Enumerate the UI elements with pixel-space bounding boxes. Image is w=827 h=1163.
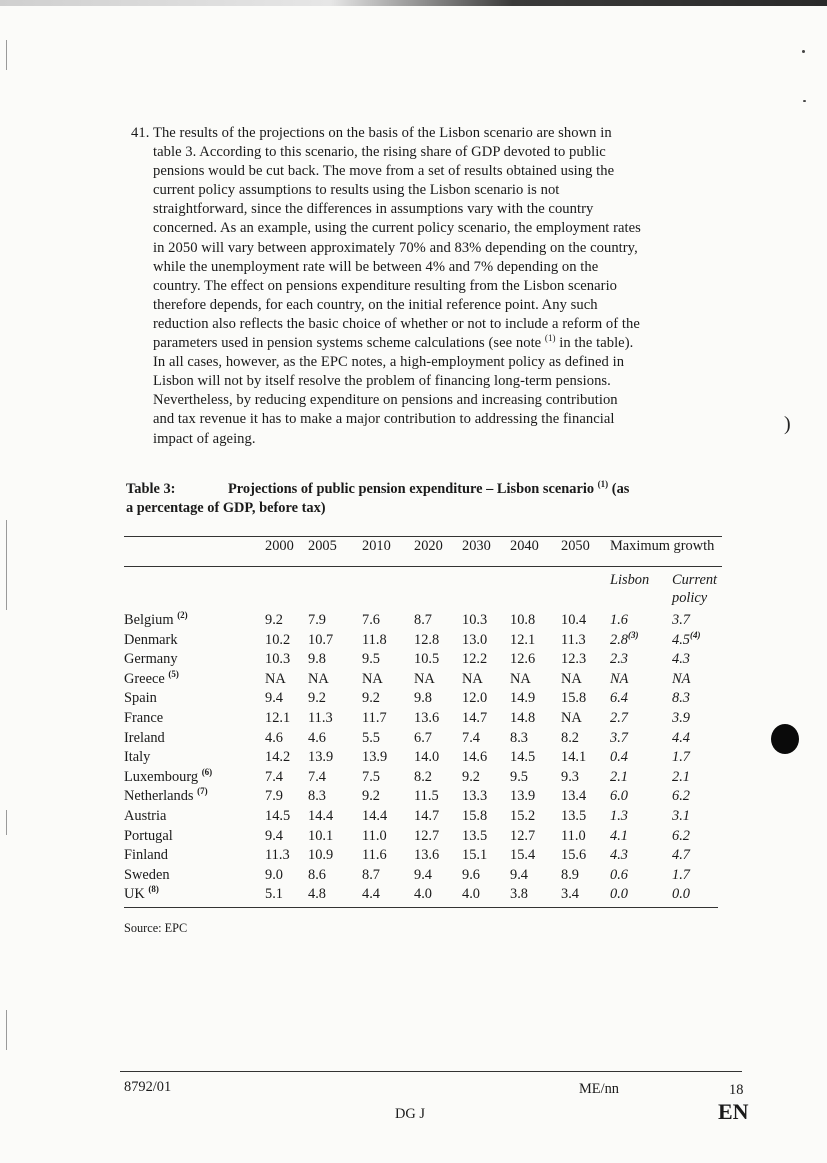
value-cell: 13.0 xyxy=(462,631,488,648)
value-cell: 8.2 xyxy=(414,768,432,785)
header-year: 2050 xyxy=(561,538,590,554)
table-subtitle: a percentage of GDP, before tax) xyxy=(126,500,326,516)
footer-language: EN xyxy=(718,1099,749,1124)
table-top-rule xyxy=(124,536,722,537)
country-cell xyxy=(124,651,244,671)
value-cell: 11.3 xyxy=(561,631,586,648)
current-policy-cell xyxy=(672,867,735,887)
spacer-cell xyxy=(244,730,265,750)
value-cell: 14.4 xyxy=(362,807,388,824)
spacer-cell xyxy=(244,690,265,710)
value-cell: 8.6 xyxy=(308,866,326,883)
value-cell: 4.6 xyxy=(265,729,283,746)
paragraph-line: impact of ageing. xyxy=(153,430,256,447)
paragraph-line: in 2050 will vary between approximately 70% and 83% depending on the country, xyxy=(153,239,638,256)
country-note: (6) xyxy=(201,766,213,777)
value-cell: NA xyxy=(561,670,582,687)
paragraph-line: country. The effect on pensions expenditure resulting from the Lisbon scenario xyxy=(153,277,618,294)
value-cell: 4.0 xyxy=(414,886,432,903)
value-cell: NA xyxy=(510,670,531,687)
lisbon-value: 0.4 xyxy=(610,749,628,766)
value-cell: 9.5 xyxy=(362,651,380,668)
header-year: 2030 xyxy=(462,538,491,554)
value-cell: 4.8 xyxy=(308,886,326,903)
lisbon-cell xyxy=(610,651,672,671)
value-cell: 8.3 xyxy=(308,788,326,805)
lisbon-cell xyxy=(610,808,672,828)
value-cell: 15.2 xyxy=(510,807,536,824)
value-cell: 9.2 xyxy=(362,690,380,707)
header-year: 2040 xyxy=(510,538,539,554)
value-cell: NA xyxy=(462,670,483,687)
value-cell: 13.9 xyxy=(362,749,388,766)
country-cell xyxy=(124,690,244,710)
value-cell: 9.4 xyxy=(265,690,283,707)
value-cell: 8.7 xyxy=(414,612,432,628)
value-cell: 14.6 xyxy=(462,749,488,766)
lisbon-value: 2.1 xyxy=(610,768,628,785)
value-cell: 14.5 xyxy=(510,749,536,766)
spacer-cell xyxy=(244,828,265,848)
subheader-spacer xyxy=(124,564,610,608)
lisbon-value: 4.1 xyxy=(610,827,628,844)
current-policy-cell xyxy=(672,749,735,769)
country-name: Germany xyxy=(124,651,178,668)
current-policy-value: 0.0 xyxy=(672,886,690,903)
value-cell: 9.3 xyxy=(561,768,579,785)
paragraph-line: table 3. According to this scenario, the rising share of GDP devoted to public xyxy=(153,144,606,161)
table-note-reference: (1) xyxy=(597,479,609,490)
country-name: Ireland xyxy=(124,729,165,746)
lisbon-value: 2.8 xyxy=(610,631,628,648)
lisbon-cell xyxy=(610,828,672,848)
current-policy-cell xyxy=(672,690,735,710)
value-cell: 9.2 xyxy=(265,612,283,628)
value-cell: 9.6 xyxy=(462,866,480,883)
value-cell: 12.6 xyxy=(510,651,536,668)
table-row xyxy=(124,769,735,789)
current-policy-value: 3.1 xyxy=(672,807,690,824)
lisbon-cell xyxy=(610,629,672,652)
value-cell: 14.4 xyxy=(308,807,334,824)
value-cell: 12.2 xyxy=(462,651,488,668)
header-year: 2000 xyxy=(265,538,294,554)
country-note: (7) xyxy=(197,786,208,797)
value-cell: NA xyxy=(265,670,286,687)
lisbon-cell xyxy=(610,730,672,750)
lisbon-value: 2.3 xyxy=(610,651,628,668)
note-reference: (1) xyxy=(544,333,556,344)
table-row xyxy=(124,632,735,652)
table-row xyxy=(124,730,735,750)
lisbon-value: 6.4 xyxy=(610,690,628,707)
lisbon-cell xyxy=(610,710,672,730)
header-country xyxy=(124,538,244,564)
value-cell: 10.4 xyxy=(561,612,587,628)
value-cell: 11.3 xyxy=(265,847,290,864)
value-cell: 13.3 xyxy=(462,788,488,805)
value-cell: 15.6 xyxy=(561,847,587,864)
current-policy-cell xyxy=(672,847,735,867)
value-cell: 9.4 xyxy=(414,866,432,883)
lisbon-value: 2.7 xyxy=(610,709,628,726)
table-row xyxy=(124,828,735,848)
value-cell: 9.5 xyxy=(510,768,528,785)
value-cell: 9.4 xyxy=(265,827,283,844)
country-name: Denmark xyxy=(124,631,178,648)
footer-directorate: DG J xyxy=(395,1106,425,1122)
current-policy-value: 4.3 xyxy=(672,651,690,668)
lisbon-cell xyxy=(610,847,672,867)
value-cell: 13.9 xyxy=(308,749,334,766)
lisbon-cell xyxy=(610,886,672,906)
current-policy-value: 6.2 xyxy=(672,827,690,844)
value-cell: 11.0 xyxy=(561,827,586,844)
paragraph-line: pensions would be cut back. The move from a set of results obtained using the xyxy=(153,163,615,180)
scan-margin-mark xyxy=(6,40,7,70)
current-policy-cell xyxy=(672,788,735,808)
value-cell: 9.8 xyxy=(308,651,326,668)
lisbon-value: NA xyxy=(610,670,629,687)
value-cell: NA xyxy=(414,670,435,687)
table-subheader-row xyxy=(124,564,735,608)
table-row xyxy=(124,788,735,808)
header-year: 2020 xyxy=(414,538,443,554)
lisbon-value: 6.0 xyxy=(610,788,628,805)
value-cell: 11.0 xyxy=(362,827,387,844)
scan-top-edge xyxy=(0,0,827,6)
table-row xyxy=(124,671,735,691)
header-current-line1: Current xyxy=(672,572,718,588)
spacer-cell xyxy=(244,608,265,632)
table-row xyxy=(124,808,735,828)
current-policy-value: NA xyxy=(672,670,691,687)
value-cell: 8.9 xyxy=(561,866,579,883)
country-cell xyxy=(124,766,244,789)
value-cell: 7.9 xyxy=(265,788,283,805)
scan-speck xyxy=(802,50,805,53)
spacer-cell xyxy=(244,847,265,867)
scan-margin-mark xyxy=(6,1010,7,1050)
country-name: Luxembourg xyxy=(124,768,199,785)
value-cell: 4.6 xyxy=(308,729,326,746)
spacer-cell xyxy=(244,788,265,808)
value-cell: 10.1 xyxy=(308,827,334,844)
header-spacer xyxy=(244,538,265,564)
lisbon-cell xyxy=(610,690,672,710)
country-name: Netherlands xyxy=(124,788,194,805)
value-cell: 10.3 xyxy=(265,651,291,668)
country-name: Sweden xyxy=(124,866,170,883)
value-cell: 4.0 xyxy=(462,886,480,903)
footer-page-number: 18 xyxy=(729,1082,744,1098)
current-policy-value: 2.1 xyxy=(672,768,690,785)
table-row xyxy=(124,651,735,671)
value-cell: 11.8 xyxy=(362,631,387,648)
current-policy-value: 6.2 xyxy=(672,788,690,805)
lisbon-value: 3.7 xyxy=(610,729,628,746)
value-cell: NA xyxy=(308,670,329,687)
header-current-line2: policy xyxy=(672,590,708,606)
country-cell xyxy=(124,847,244,867)
country-name: Spain xyxy=(124,690,157,707)
country-cell xyxy=(124,749,244,769)
paragraph-line xyxy=(153,335,633,351)
value-cell: 6.7 xyxy=(414,729,432,746)
value-cell: 14.2 xyxy=(265,749,291,766)
country-note: (8) xyxy=(148,884,159,895)
value-cell: 9.2 xyxy=(308,690,326,707)
value-cell: 11.3 xyxy=(308,709,333,726)
paragraph-line: The results of the projections on the basis of the Lisbon scenario are shown in xyxy=(153,125,612,141)
current-policy-value: 1.7 xyxy=(672,866,690,883)
country-cell xyxy=(124,710,244,730)
value-cell: 13.6 xyxy=(414,709,440,726)
table-title-rest: (as xyxy=(611,481,630,497)
current-policy-cell xyxy=(672,769,735,789)
country-cell xyxy=(124,808,244,828)
value-cell: 7.6 xyxy=(362,612,380,628)
value-cell: 9.8 xyxy=(414,690,432,707)
current-policy-cell xyxy=(672,828,735,848)
lisbon-cell xyxy=(610,769,672,789)
lisbon-note: (3) xyxy=(628,629,639,640)
scan-speck xyxy=(803,100,806,102)
current-policy-cell xyxy=(672,629,735,652)
current-policy-cell xyxy=(672,886,735,906)
table-row xyxy=(124,847,735,867)
value-cell: 8.3 xyxy=(510,729,528,746)
value-cell: 9.2 xyxy=(462,768,480,785)
value-cell: 13.5 xyxy=(462,827,488,844)
value-cell: 9.2 xyxy=(362,788,380,805)
value-cell: 3.4 xyxy=(561,886,579,903)
value-cell: 13.6 xyxy=(414,847,440,864)
paragraph-number: 41. xyxy=(131,125,150,141)
header-year: 2005 xyxy=(308,538,337,554)
table-row xyxy=(124,886,735,906)
value-cell: 4.4 xyxy=(362,886,380,903)
lisbon-cell xyxy=(610,749,672,769)
country-name: Austria xyxy=(124,807,167,824)
paragraph-text: in the table). xyxy=(555,335,634,352)
lisbon-cell xyxy=(610,608,672,632)
value-cell: 7.4 xyxy=(308,768,326,785)
paragraph-line: and tax revenue it has to make a major contribution to addressing the financial xyxy=(153,411,615,428)
current-policy-value: 1.7 xyxy=(672,749,690,766)
country-cell xyxy=(124,730,244,750)
spacer-cell xyxy=(244,808,265,828)
paragraph-body xyxy=(153,124,721,449)
value-cell: 8.2 xyxy=(561,729,579,746)
value-cell: NA xyxy=(561,709,582,726)
footer-initials: ME/nn xyxy=(579,1081,619,1097)
footer-doc-number: 8792/01 xyxy=(124,1079,172,1095)
country-note: (2) xyxy=(177,610,188,621)
value-cell: 13.5 xyxy=(561,807,587,824)
value-cell: 14.5 xyxy=(265,807,291,824)
value-cell: 12.3 xyxy=(561,651,587,668)
country-cell xyxy=(124,788,244,808)
country-name: Belgium xyxy=(124,612,174,628)
value-cell: 14.9 xyxy=(510,690,536,707)
country-name: France xyxy=(124,709,164,726)
value-cell: 13.4 xyxy=(561,788,587,805)
lisbon-cell xyxy=(610,867,672,887)
value-cell: 12.1 xyxy=(265,709,291,726)
spacer-cell xyxy=(244,651,265,671)
value-cell: 15.1 xyxy=(462,847,488,864)
lisbon-value: 4.3 xyxy=(610,847,628,864)
country-cell xyxy=(124,886,244,906)
scan-bracket-mark: ) xyxy=(784,413,791,435)
value-cell: 14.7 xyxy=(414,807,440,824)
value-cell: 5.1 xyxy=(265,886,283,903)
scan-margin-mark xyxy=(6,810,7,835)
value-cell: 3.8 xyxy=(510,886,528,903)
value-cell: 11.7 xyxy=(362,709,387,726)
current-policy-cell xyxy=(672,590,735,632)
spacer-cell xyxy=(244,632,265,652)
spacer-cell xyxy=(244,710,265,730)
country-name: Greece xyxy=(124,670,165,687)
value-cell: 10.2 xyxy=(265,631,291,648)
value-cell: 11.6 xyxy=(362,847,387,864)
pension-expenditure-table xyxy=(124,538,735,906)
value-cell: 12.7 xyxy=(414,827,440,844)
header-lisbon: Lisbon xyxy=(610,572,650,588)
value-cell: 12.1 xyxy=(510,631,536,648)
value-cell: 10.8 xyxy=(510,612,536,628)
table-row xyxy=(124,867,735,887)
spacer-cell xyxy=(244,749,265,769)
current-policy-cell xyxy=(672,730,735,750)
value-cell: 9.4 xyxy=(510,866,528,883)
value-cell: 14.8 xyxy=(510,709,536,726)
value-cell: 8.7 xyxy=(362,866,380,883)
current-policy-cell xyxy=(672,710,735,730)
spacer-cell xyxy=(244,769,265,789)
value-cell: 15.8 xyxy=(462,807,488,824)
country-name: UK xyxy=(124,886,145,903)
paragraph-line: straightforward, since the differences in assumptions vary with the country xyxy=(153,201,594,218)
value-cell: NA xyxy=(362,670,383,687)
table-row xyxy=(124,690,735,710)
value-cell: 12.7 xyxy=(510,827,536,844)
current-policy-value: 4.7 xyxy=(672,847,690,864)
lisbon-value: 0.6 xyxy=(610,866,628,883)
current-policy-value: 4.5 xyxy=(672,631,690,648)
paragraph-line: while the unemployment rate will be between 4% and 7% depending on the xyxy=(153,258,599,275)
value-cell: 14.1 xyxy=(561,749,587,766)
table-row xyxy=(124,749,735,769)
value-cell: 7.5 xyxy=(362,768,380,785)
value-cell: 14.0 xyxy=(414,749,440,766)
value-cell: 14.7 xyxy=(462,709,488,726)
table-label: Table 3: xyxy=(126,481,176,497)
table-row xyxy=(124,608,735,632)
country-note: (5) xyxy=(168,668,179,679)
value-cell: 12.8 xyxy=(414,631,440,648)
value-cell: 10.3 xyxy=(462,612,488,628)
value-cell: 11.5 xyxy=(414,788,439,805)
paragraph-line: reduction also reflects the basic choice of whether or not to include a reform of the xyxy=(153,315,640,332)
value-cell: 15.8 xyxy=(561,690,587,707)
punch-hole-dot xyxy=(771,724,799,754)
paragraph-line: concerned. As an example, using the current policy scenario, the employment rates xyxy=(153,220,641,237)
lisbon-cell xyxy=(610,671,672,691)
current-policy-cell xyxy=(672,671,735,691)
paragraph-line: Nevertheless, by reducing expenditure on pensions and increasing contribution xyxy=(153,392,618,409)
paragraph-text: parameters used in pension systems scheme calculations (see note xyxy=(153,335,545,352)
header-year: 2010 xyxy=(362,538,391,554)
country-name: Finland xyxy=(124,847,168,864)
current-policy-cell xyxy=(672,808,735,828)
value-cell: 7.9 xyxy=(308,612,326,628)
value-cell: 12.0 xyxy=(462,690,488,707)
value-cell: 10.5 xyxy=(414,651,440,668)
country-cell xyxy=(124,608,244,632)
lisbon-value: 0.0 xyxy=(610,886,628,903)
country-cell xyxy=(124,668,244,691)
value-cell: 15.4 xyxy=(510,847,536,864)
spacer-cell xyxy=(244,867,265,887)
value-cell: 13.9 xyxy=(510,788,536,805)
current-policy-value: 4.4 xyxy=(672,729,690,746)
spacer-cell xyxy=(244,886,265,906)
table-title: Projections of public pension expenditure – Lisbon scenario xyxy=(228,481,595,497)
lisbon-value: 1.3 xyxy=(610,807,628,824)
table-caption xyxy=(126,480,726,518)
paragraph-line: therefore depends, for each country, on the initial reference point. Any such xyxy=(153,296,598,313)
table-header-row xyxy=(124,538,735,564)
value-cell: 7.4 xyxy=(462,729,480,746)
current-policy-value: 3.7 xyxy=(672,612,690,628)
lisbon-value: 1.6 xyxy=(610,612,628,628)
value-cell: 9.0 xyxy=(265,866,283,883)
footer-rule xyxy=(120,1071,742,1072)
country-cell xyxy=(124,867,244,887)
paragraph-line: Lisbon will not by itself resolve the problem of financing long-term pensions. xyxy=(153,373,611,390)
lisbon-cell xyxy=(610,788,672,808)
country-cell xyxy=(124,632,244,652)
country-name: Portugal xyxy=(124,827,173,844)
value-cell: 10.7 xyxy=(308,631,334,648)
current-policy-cell xyxy=(672,651,735,671)
scan-margin-mark xyxy=(6,520,7,610)
table-bottom-rule xyxy=(124,907,718,908)
table-source: Source: EPC xyxy=(124,921,188,935)
paragraph-41 xyxy=(131,124,721,449)
paragraph-line: current policy assumptions to results using the Lisbon scenario is not xyxy=(153,182,560,199)
current-policy-value: 3.9 xyxy=(672,709,690,726)
table-row xyxy=(124,710,735,730)
country-name: Italy xyxy=(124,749,151,766)
country-cell xyxy=(124,828,244,848)
value-cell: 7.4 xyxy=(265,768,283,785)
spacer-cell xyxy=(244,671,265,691)
current-policy-value: 8.3 xyxy=(672,690,690,707)
paragraph-line: In all cases, however, as the EPC notes, a high-employment policy as defined in xyxy=(153,354,625,371)
header-maximum-growth: Maximum growth xyxy=(610,538,715,554)
value-cell: 5.5 xyxy=(362,729,380,746)
current-policy-note: (4) xyxy=(690,629,701,640)
value-cell: 10.9 xyxy=(308,847,334,864)
